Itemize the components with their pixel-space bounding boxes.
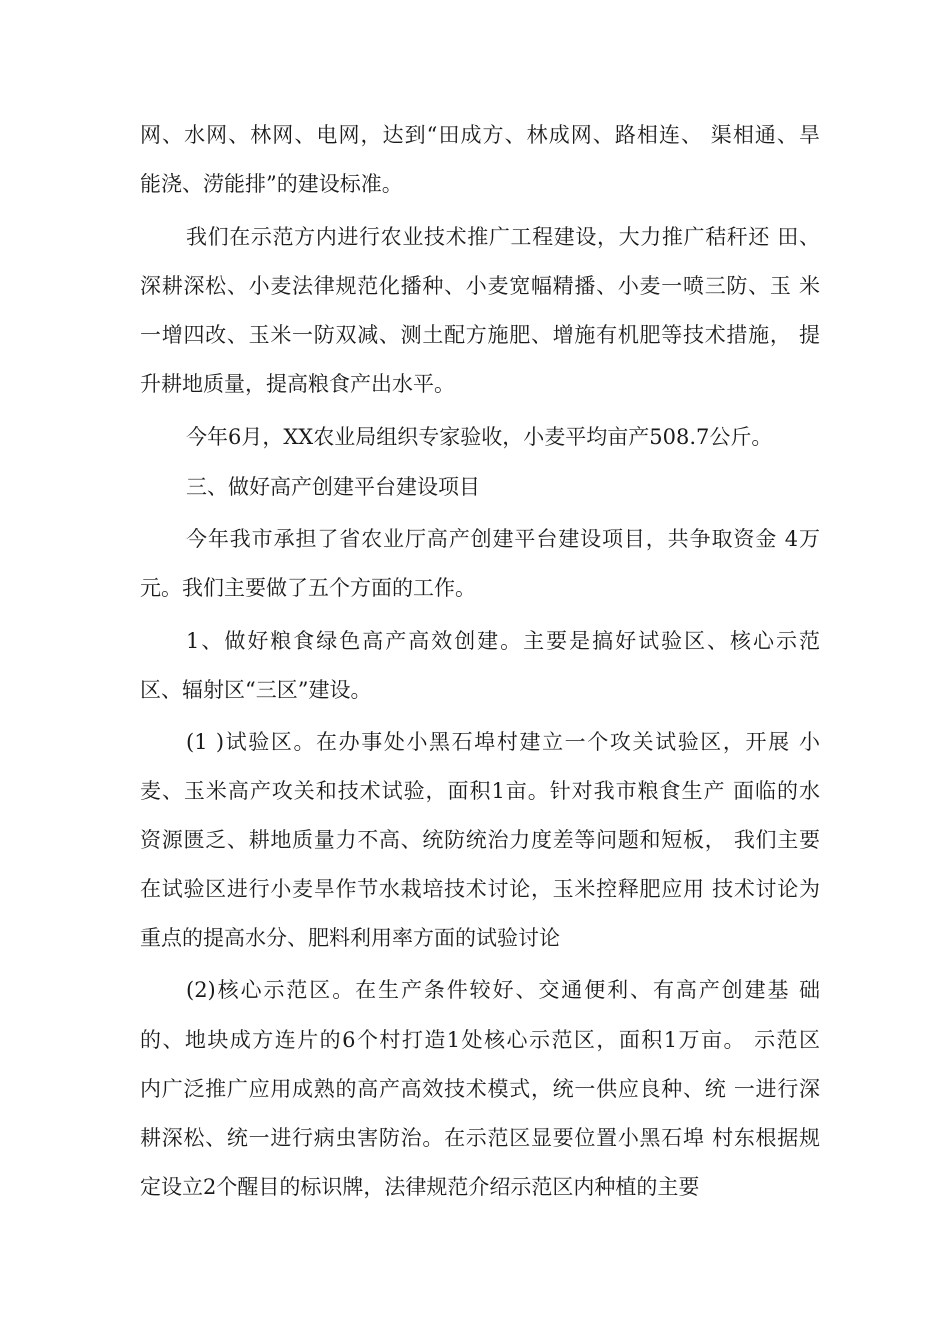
text-line: 麦、玉米高产攻关和技术试验，面积1亩。针对我市粮食生产 面临的水 bbox=[140, 779, 820, 803]
text-line: 的、地块成方连片的6个村打造1处核心示范区，面积1万亩。 示范区 bbox=[140, 1028, 820, 1052]
text-line: 内广泛推广应用成熟的高产高效技术模式，统一供应良种、统 一进行深 bbox=[140, 1077, 820, 1101]
text-line: 升耕地质量，提高粮食产出水平。 bbox=[140, 372, 455, 396]
text-line: 网、水网、林网、电网，达到“田成方、林成网、路相连、 渠相通、旱 bbox=[140, 123, 820, 147]
text-line: 耕深松、统一进行病虫害防治。在示范区显要位置小黑石埠 村东根据规 bbox=[140, 1126, 820, 1150]
section-heading: 三、做好高产创建平台建设项目 bbox=[186, 475, 480, 499]
text-line: 定设立2个醒目的标识牌，法律规范介绍示范区内种植的主要 bbox=[140, 1175, 700, 1199]
text-line: 重点的提高水分、肥料利用率方面的试验讨论 bbox=[140, 926, 560, 950]
text-line: 元。我们主要做了五个方面的工作。 bbox=[140, 576, 476, 600]
text-line: 一增四改、玉米一防双减、测土配方施肥、增施有机肥等技术措施， 提 bbox=[140, 323, 820, 347]
text-line: 在试验区进行小麦旱作节水栽培技术讨论，玉米控释肥应用 技术讨论为 bbox=[140, 877, 820, 901]
text-line: 今年6月，XX农业局组织专家验收，小麦平均亩产508.7公斤。 bbox=[186, 425, 773, 449]
text-line: (1 )试验区。在办事处小黑石埠村建立一个攻关试验区，开展 小 bbox=[186, 730, 820, 754]
text-line: 能浇、涝能排”的建设标准。 bbox=[140, 172, 403, 196]
text-line: 我们在示范方内进行农业技术推广工程建设，大力推广秸秆还 田、 bbox=[186, 225, 820, 249]
text-line: 1、做好粮食绿色高产高效创建。主要是搞好试验区、核心示范 bbox=[186, 629, 820, 653]
text-line: 今年我市承担了省农业厅高产创建平台建设项目，共争取资金 4万 bbox=[186, 527, 820, 551]
text-line: 区、辐射区“三区”建设。 bbox=[140, 678, 372, 702]
text-line: 资源匮乏、耕地质量力不高、统防统治力度差等问题和短板， 我们主要 bbox=[140, 828, 820, 852]
text-line: 深耕深松、小麦法律规范化播种、小麦宽幅精播、小麦一喷三防、玉 米 bbox=[140, 274, 820, 298]
text-line: (2)核心示范区。在生产条件较好、交通便利、有高产创建基 础 bbox=[186, 978, 820, 1002]
